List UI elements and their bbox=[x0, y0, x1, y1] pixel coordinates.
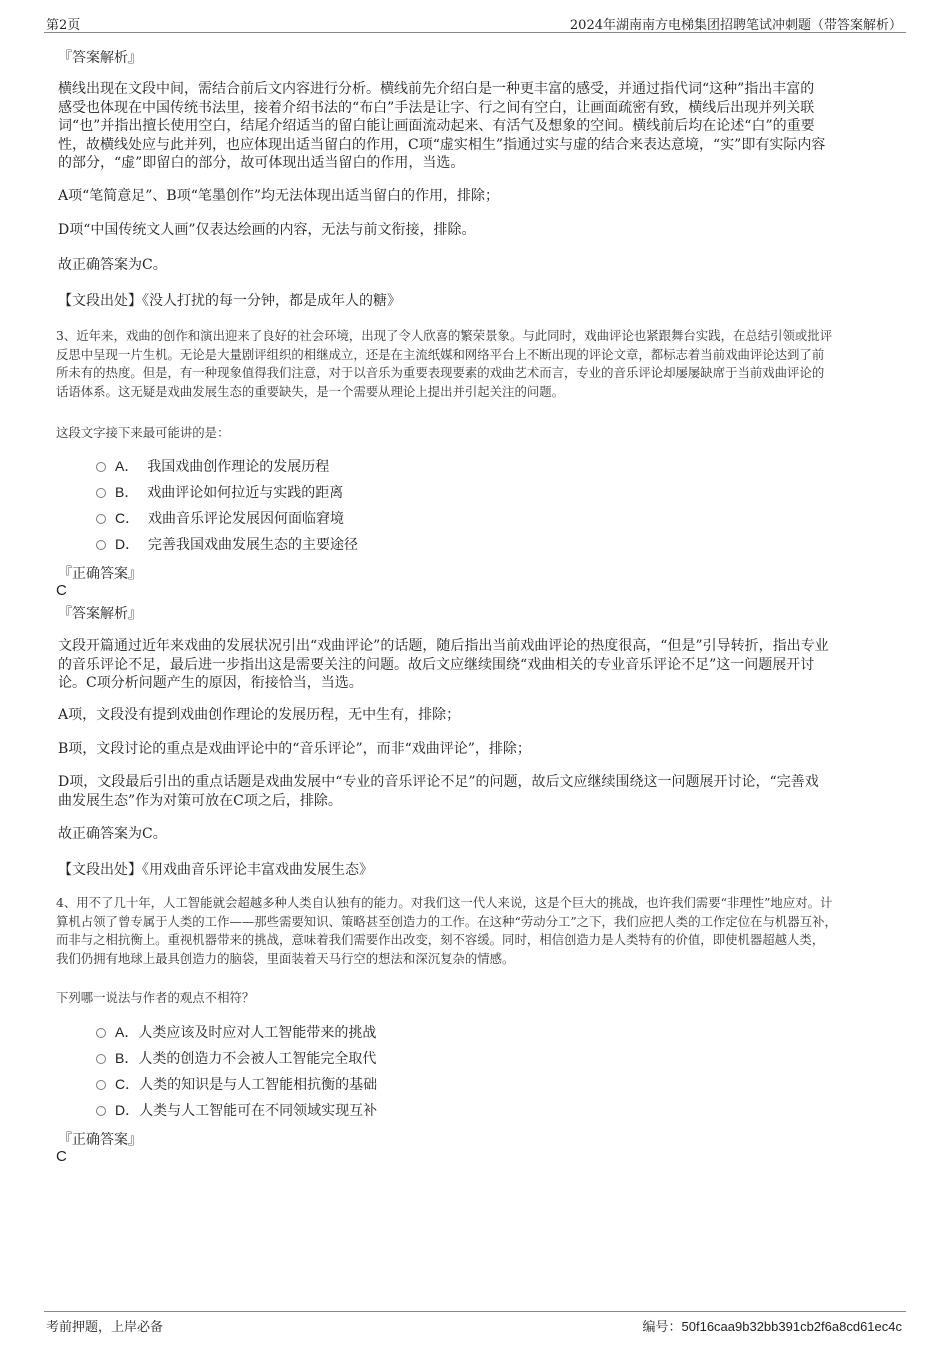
text-line: 反思中呈现一片生机。无论是大量剧评组织的相继成立，还是在主流纸媒和网络平台上不断出现的评论文章，都标志着当前戏曲评论达到了前 bbox=[56, 346, 825, 362]
analysis-paragraph bbox=[58, 80, 894, 173]
text-line: 横线出现在文段中间，需结合前后文内容进行分析。横线前先介绍白是一种更丰富的感受，并通过指代词“这种”指出丰富的 bbox=[58, 81, 815, 97]
text-line: 的部分，“虚”即留白的部分，故可体现出适当留白的作用，当选。 bbox=[58, 155, 465, 172]
text-line: 的音乐评论不足，最后进一步指出这是需要关注的问题。故后文应继续围绕“戏曲相关的专业音乐评论不足”这一问题展开讨 bbox=[58, 656, 815, 673]
analysis-heading: 『答案解析』 bbox=[58, 50, 142, 66]
passage-source: 【文段出处】《没人打扰的每一分钟，都是成年人的糖》 bbox=[58, 293, 401, 309]
correct-answer-value: C bbox=[56, 1148, 67, 1165]
option-c[interactable] bbox=[96, 1074, 377, 1094]
page-footer bbox=[44, 1311, 906, 1336]
analysis-option-b: B项，文段讨论的重点是戏曲评论中的“音乐评论”，而非“戏曲评论”，排除； bbox=[58, 741, 531, 757]
correct-answer-value: C bbox=[56, 582, 67, 599]
option-d[interactable] bbox=[96, 1100, 377, 1120]
radio-button[interactable] bbox=[96, 1106, 106, 1116]
text-line: 4、用不了几十年，人工智能就会超越多种人类自认独有的能力。对我们这一代人来说，这是个巨大的挑战，也许我们需要“非理性”地应对。计 bbox=[56, 895, 833, 910]
analysis-paragraph bbox=[58, 637, 894, 693]
text-line: 文段开篇通过近年来戏曲的发展状况引出“戏曲评论”的话题，随后指出当前戏曲评论的热度很高，“但是”引导转折，指出专业 bbox=[58, 638, 829, 654]
option-d[interactable] bbox=[96, 534, 358, 554]
text-line: D项，文段最后引出的重点话题是戏曲发展中“专业的音乐评论不足”的问题，故后文应继续围绕这一问题展开讨论，“完善戏 bbox=[58, 774, 819, 790]
text-line: 性，故横线处应与此并列，也应体现出适当留白的作用，C项“虚实相生”指通过实与虚的结合来表达意境，“实”即有实际内容 bbox=[58, 136, 826, 153]
document-title: 2024年湖南南方电梯集团招聘笔试冲刺题（带答案解析） bbox=[569, 18, 902, 33]
radio-button[interactable] bbox=[96, 1028, 106, 1038]
option-letter: A． bbox=[115, 1024, 139, 1040]
question-4-passage bbox=[56, 894, 896, 968]
analysis-option-d bbox=[58, 773, 894, 810]
text-line: 算机占领了曾专属于人类的工作——那些需要知识、策略甚至创造力的工作。在这种“劳动分工”之下，我们应把人类的工作定位在与机器互补， bbox=[56, 913, 837, 929]
analysis-option-a: A项，文段没有提到戏曲创作理论的发展历程，无中生有，排除； bbox=[58, 707, 461, 723]
correct-answer-heading: 『正确答案』 bbox=[58, 1132, 142, 1148]
option-letter: D． bbox=[115, 1102, 140, 1118]
radio-button[interactable] bbox=[96, 1054, 106, 1064]
option-letter: C． bbox=[115, 510, 140, 526]
option-text: 人类的知识是与人工智能相抗衡的基础 bbox=[139, 1077, 378, 1093]
option-letter: C． bbox=[115, 1076, 140, 1092]
conclusion: 故正确答案为C。 bbox=[58, 826, 167, 842]
option-c[interactable] bbox=[96, 508, 344, 528]
option-text: 人类的创造力不会被人工智能完全取代 bbox=[138, 1051, 377, 1067]
option-text: 完善我国戏曲发展生态的主要途径 bbox=[148, 537, 359, 553]
option-letter: D． bbox=[115, 536, 140, 552]
option-text: 戏曲音乐评论发展因何面临窘境 bbox=[148, 511, 345, 527]
text-line: 词“也”并指出擅长使用空白，结尾介绍适当的留白能让画面流动起来、有活气及想象的空间。横线前后均在论述“白”的重要 bbox=[58, 118, 815, 135]
text-line: 论。C项分析问题产生的原因，衔接恰当，当选。 bbox=[58, 675, 363, 692]
option-text: 戏曲评论如何拉近与实践的距离 bbox=[147, 485, 344, 501]
option-letter: B． bbox=[115, 484, 139, 500]
text-line: 话语体系。这无疑是戏曲发展生态的重要缺失，是一个需要从理论上提出并引起关注的问题。 bbox=[56, 383, 565, 399]
text-line: 所未有的热度。但是，有一种现象值得我们注意，对于以音乐为重要表现要素的戏曲艺术而言，专业的音乐评论却屡屡缺席于当前戏曲评论的 bbox=[56, 365, 825, 380]
text-line: 我们仍拥有地球上最具创造力的脑袋，里面装着天马行空的想法和深沉复杂的情感。 bbox=[56, 950, 515, 966]
option-a[interactable] bbox=[96, 456, 329, 476]
option-text: 人类应该及时应对人工智能带来的挑战 bbox=[138, 1025, 377, 1041]
radio-button[interactable] bbox=[96, 488, 106, 498]
text-line: 曲发展生态”作为对策可放在C项之后，排除。 bbox=[58, 792, 342, 809]
code-value: 50f16caa9b32bb391cb2f6a8cd61ec4c bbox=[681, 1319, 902, 1334]
radio-button[interactable] bbox=[96, 462, 106, 472]
radio-button[interactable] bbox=[96, 540, 106, 550]
conclusion: 故正确答案为C。 bbox=[58, 257, 167, 273]
correct-answer-heading: 『正确答案』 bbox=[58, 566, 142, 582]
radio-button[interactable] bbox=[96, 514, 106, 524]
page-header bbox=[44, 10, 906, 33]
page-number: 第2页 bbox=[46, 18, 81, 33]
radio-button[interactable] bbox=[96, 1080, 106, 1090]
option-b[interactable] bbox=[96, 482, 343, 502]
analysis-option-d: D项“中国传统文人画”仅表达绘画的内容，无法与前文衔接，排除。 bbox=[58, 222, 476, 238]
option-b[interactable] bbox=[96, 1048, 376, 1068]
question-3-prompt: 这段文字接下来最可能讲的是： bbox=[56, 425, 230, 440]
question-3-passage bbox=[56, 327, 896, 401]
option-a[interactable] bbox=[96, 1022, 376, 1042]
option-text: 人类与人工智能可在不同领域实现互补 bbox=[139, 1103, 378, 1119]
analysis-option-ab: A项“笔简意足”、B项“笔墨创作”均无法体现出适当留白的作用，排除； bbox=[58, 188, 500, 204]
passage-source: 【文段出处】《用戏曲音乐评论丰富戏曲发展生态》 bbox=[58, 862, 373, 878]
text-line: 感受也体现在中国传统书法里，接着介绍书法的“布白”手法是让字、行之间有空白，让画面疏密有致，横线后出现并列关联 bbox=[58, 99, 815, 116]
option-letter: B． bbox=[115, 1050, 139, 1066]
text-line: 3、近年来，戏曲的创作和演出迎来了良好的社会环境，出现了令人欣喜的繁荣景象。与此同时，戏曲评论也紧跟舞台实践，在总结引领或批评 bbox=[56, 328, 833, 343]
code-label: 编号： bbox=[642, 1320, 682, 1335]
text-line: 而非与之相抗衡上。重视机器带来的挑战，意味着我们需要作出改变，刻不容缓。同时，相信创造力是人类特有的价值，即使机器超越人类， bbox=[56, 932, 825, 947]
option-letter: A． bbox=[115, 458, 139, 474]
document-code bbox=[643, 1316, 903, 1335]
option-text: 我国戏曲创作理论的发展历程 bbox=[147, 459, 330, 475]
footer-slogan: 考前押题，上岸必备 bbox=[46, 1320, 164, 1335]
analysis-heading: 『答案解析』 bbox=[58, 606, 142, 622]
question-4-prompt: 下列哪一说法与作者的观点不相符？ bbox=[56, 990, 255, 1005]
